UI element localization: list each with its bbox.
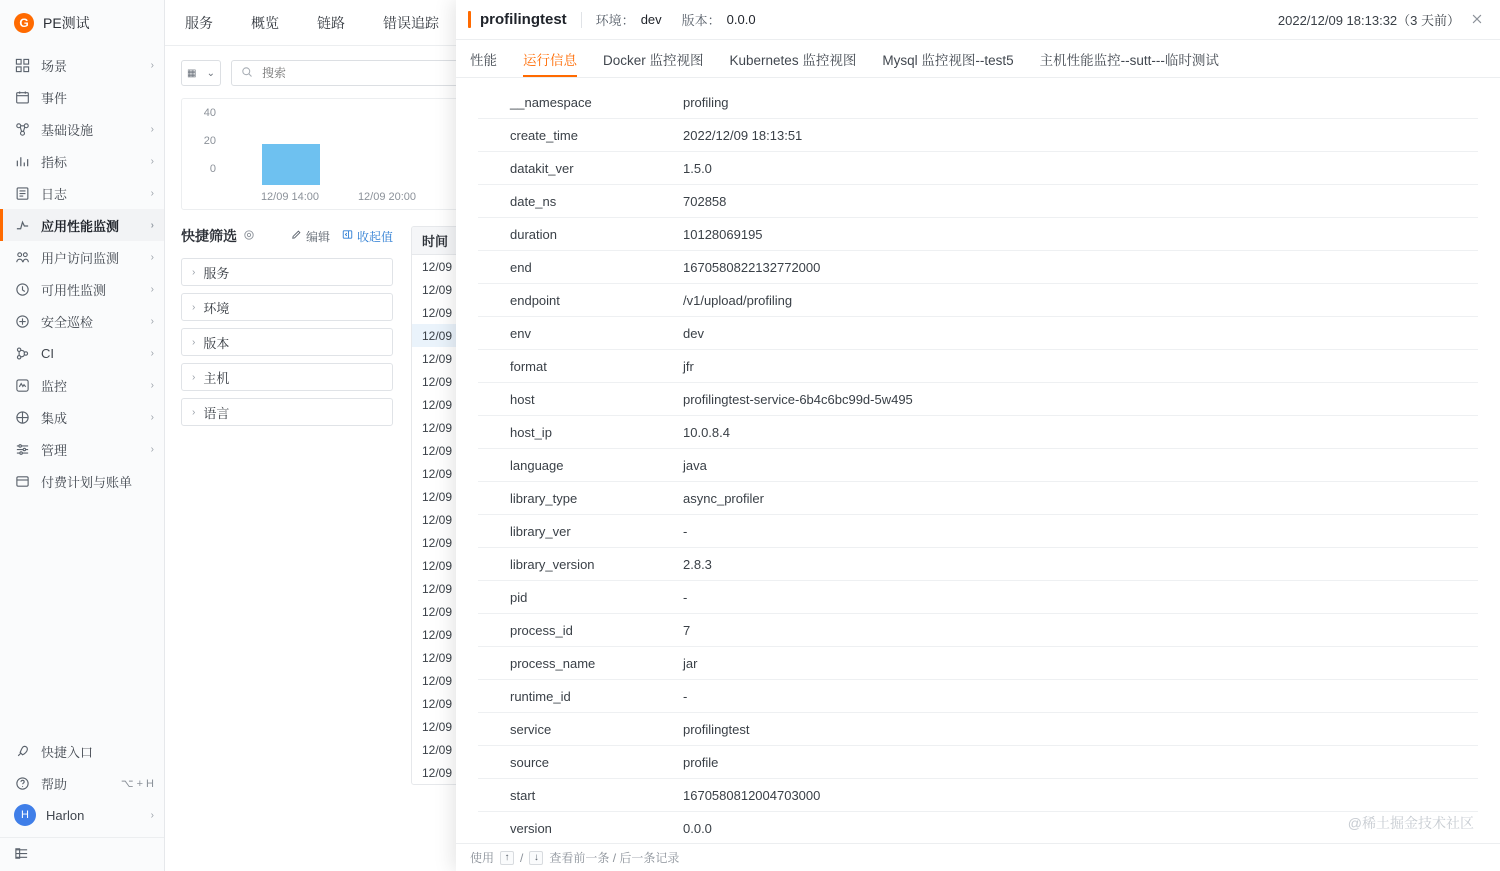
quick-filter-item-label: 环境 <box>203 300 230 316</box>
sidebar-item-billing[interactable] <box>0 465 164 497</box>
sidebar-item-events[interactable] <box>0 81 164 113</box>
gear-icon[interactable] <box>243 229 255 244</box>
detail-value: profiling <box>683 94 729 110</box>
quick-filter-item-env[interactable] <box>181 293 393 321</box>
sidebar-item-manage[interactable] <box>0 433 164 465</box>
grid-icon <box>14 57 31 74</box>
field-value: dev <box>640 12 662 27</box>
table-row[interactable]: 12/09 <box>422 351 453 366</box>
detail-key: service <box>510 721 552 737</box>
drawer-timestamp: 2022/12/09 18:13:32（3 天前） <box>1277 13 1460 28</box>
detail-key: end <box>510 259 532 275</box>
pencil-icon <box>291 229 302 243</box>
divider <box>581 12 582 28</box>
tab-runtime-info[interactable]: 运行信息 <box>523 40 577 77</box>
sidebar-item-label: 管理 <box>41 442 68 458</box>
log-icon <box>14 185 31 202</box>
tab-kubernetes-view[interactable]: Kubernetes 监控视图 <box>729 52 857 68</box>
detail-value: dev <box>683 325 704 341</box>
table-row[interactable]: 12/09 <box>422 742 453 757</box>
table-row[interactable]: 12/09 <box>422 558 453 573</box>
drawer-header <box>456 0 1500 40</box>
edit-label: 编辑 <box>305 229 330 244</box>
detail-key: language <box>510 457 564 473</box>
tab-mysql-view[interactable]: Mysql 监控视图--test5 <box>882 52 1014 68</box>
brand-name: PE测试 <box>43 15 90 31</box>
detail-value: 10.0.8.4 <box>683 424 730 440</box>
accent-bar <box>468 11 471 28</box>
detail-row <box>478 581 1478 614</box>
chevron-right-icon: › <box>150 251 154 263</box>
tab-traces[interactable]: 链路 <box>317 14 345 31</box>
detail-row <box>478 746 1478 779</box>
key-down-icon[interactable]: ↓ <box>529 851 543 865</box>
chevron-right-icon: › <box>150 411 154 423</box>
detail-row <box>478 86 1478 119</box>
chevron-down-icon: ⌄ <box>206 67 215 79</box>
table-row-selected[interactable]: 12/09 <box>412 324 465 347</box>
table-header-time: 时间 <box>412 227 465 255</box>
close-icon[interactable] <box>1470 12 1486 28</box>
quick-filter-item-language[interactable] <box>181 398 393 426</box>
quick-filter-panel <box>181 226 393 785</box>
detail-key: duration <box>510 226 557 242</box>
billing-icon <box>14 473 31 490</box>
tab-overview[interactable]: 概览 <box>251 14 279 31</box>
detail-row <box>478 350 1478 383</box>
brand[interactable] <box>0 0 164 46</box>
chevron-right-icon: › <box>150 379 154 391</box>
chevron-right-icon: › <box>192 336 196 348</box>
chevron-right-icon: › <box>150 315 154 327</box>
sidebar-item-shortcuts[interactable] <box>0 735 164 767</box>
calendar-icon <box>14 89 31 106</box>
detail-row <box>478 152 1478 185</box>
detail-row <box>478 812 1478 843</box>
detail-value: profilingtest <box>683 721 750 737</box>
table-row[interactable]: 12/09 <box>422 512 453 527</box>
collapse-label: 收起值 <box>356 229 393 244</box>
tab-error-tracking[interactable]: 错误追踪 <box>383 14 439 31</box>
detail-key: date_ns <box>510 193 557 209</box>
monitor-icon <box>14 377 31 394</box>
quick-filter-item-host[interactable] <box>181 363 393 391</box>
table-row[interactable]: 12/09 <box>422 765 453 780</box>
sidebar-item-label: 事件 <box>41 90 68 106</box>
manage-icon <box>14 441 31 458</box>
sidebar-item-label: 快捷入口 <box>41 744 94 760</box>
drawer-footer <box>456 843 1500 871</box>
table-row[interactable]: 12/09 <box>422 627 453 642</box>
detail-row <box>478 713 1478 746</box>
detail-key: process_id <box>510 622 573 638</box>
sidebar-item-label: 帮助 <box>41 776 68 792</box>
sidebar-item-rum[interactable] <box>0 241 164 273</box>
table-row[interactable]: 12/09 <box>422 420 453 435</box>
table-row[interactable]: 12/09 <box>422 535 453 550</box>
sidebar-nav <box>0 46 164 735</box>
detail-key: __namespace <box>510 94 592 110</box>
sidebar-item-label: 监控 <box>41 378 68 394</box>
detail-key: format <box>510 358 547 374</box>
drawer-body <box>456 78 1500 843</box>
table-row[interactable]: 12/09 <box>422 443 453 458</box>
detail-row <box>478 185 1478 218</box>
detail-key: library_ver <box>510 523 571 539</box>
sidebar-item-label: 用户访问监测 <box>41 250 120 266</box>
collapse-panel-icon <box>342 229 353 243</box>
detail-row <box>478 251 1478 284</box>
quick-filter-actions <box>291 228 393 245</box>
detail-value: 7 <box>683 622 691 638</box>
sidebar-item-scene[interactable] <box>0 49 164 81</box>
table-row[interactable]: 12/09 <box>422 259 453 274</box>
rocket-icon <box>14 743 31 760</box>
detail-value: java <box>683 457 707 473</box>
table-row[interactable]: 12/09 <box>422 719 453 734</box>
detail-value: - <box>683 523 688 539</box>
detail-key: start <box>510 787 536 803</box>
detail-value: jfr <box>683 358 694 374</box>
detail-key: process_name <box>510 655 596 671</box>
detail-row <box>478 548 1478 581</box>
quick-filter-item-label: 服务 <box>203 265 230 281</box>
sidebar-item-logs[interactable] <box>0 177 164 209</box>
detail-value: async_profiler <box>683 490 764 506</box>
sidebar-item-label: 场景 <box>41 58 68 74</box>
detail-value: /v1/upload/profiling <box>683 292 793 308</box>
detail-value: 1670580822132772000 <box>683 259 821 275</box>
footer-suffix: 查看前一条 / 后一条记录 <box>549 851 680 865</box>
user-name: Harlon <box>46 807 85 823</box>
sidebar-item-label: 日志 <box>41 186 68 202</box>
watermark: @稀土掘金技术社区 <box>1347 815 1474 831</box>
sidebar-item-availability[interactable] <box>0 273 164 305</box>
detail-key: env <box>510 325 531 341</box>
chevron-right-icon: › <box>150 347 154 359</box>
detail-key: source <box>510 754 550 770</box>
drawer-field-version <box>682 10 756 29</box>
tab-docker-view[interactable]: Docker 监控视图 <box>603 52 704 68</box>
table-row[interactable]: 12/09 <box>422 673 453 688</box>
view-selector-icon: ▦ <box>187 67 197 79</box>
detail-row <box>478 449 1478 482</box>
help-hotkey: ⌥ + H <box>120 777 154 790</box>
detail-key: pid <box>510 589 528 605</box>
detail-key: library_version <box>510 556 595 572</box>
table-row[interactable]: 12/09 <box>422 374 453 389</box>
chevron-right-icon: › <box>150 443 154 455</box>
detail-row <box>478 515 1478 548</box>
availability-icon <box>14 281 31 298</box>
edit-button[interactable] <box>291 228 330 245</box>
search-icon <box>241 66 253 81</box>
table-row[interactable]: 12/09 <box>422 650 453 665</box>
chevron-right-icon: › <box>150 59 154 71</box>
detail-value: 0.0.0 <box>683 820 712 836</box>
ci-icon <box>14 345 31 362</box>
y-tick: 0 <box>209 163 216 175</box>
chevron-right-icon: › <box>150 187 154 199</box>
quick-filter-item-service[interactable] <box>181 258 393 286</box>
rum-icon <box>14 249 31 266</box>
x-tick: 12/09 14:00 <box>260 191 320 203</box>
detail-drawer <box>456 0 1500 871</box>
detail-row <box>478 284 1478 317</box>
detail-value: - <box>683 688 688 704</box>
table-row[interactable]: 12/09 <box>422 282 453 297</box>
detail-row <box>478 647 1478 680</box>
sidebar-item-monitor[interactable] <box>0 369 164 401</box>
chevron-right-icon: › <box>192 406 196 418</box>
tab-performance[interactable]: 性能 <box>470 52 497 68</box>
chevron-right-icon: › <box>150 283 154 295</box>
chevron-right-icon: › <box>192 266 196 278</box>
y-tick: 20 <box>203 135 216 147</box>
detail-key: version <box>510 820 552 836</box>
sidebar-item-user[interactable] <box>0 799 164 831</box>
field-key: 版本： <box>681 13 721 28</box>
detail-value: 1670580812004703000 <box>683 787 821 803</box>
sidebar-item-metrics[interactable] <box>0 145 164 177</box>
detail-value: 1.5.0 <box>683 160 712 176</box>
drawer-title: profilingtest <box>480 11 567 28</box>
infra-icon <box>14 121 31 138</box>
integration-icon <box>14 409 31 426</box>
sidebar-item-label: CI <box>41 345 54 361</box>
sidebar-item-label: 应用性能监测 <box>41 218 120 234</box>
detail-value: 702858 <box>683 193 727 209</box>
sidebar-item-label: 指标 <box>41 154 68 170</box>
chevron-right-icon: › <box>150 123 154 135</box>
view-selector[interactable] <box>181 60 221 86</box>
sidebar-item-label: 付费计划与账单 <box>41 474 133 490</box>
drawer-field-env <box>596 10 662 29</box>
sidebar-item-apm[interactable] <box>0 209 164 241</box>
quick-filter-item-label: 版本 <box>203 335 230 351</box>
table-row[interactable]: 12/09 <box>422 305 453 320</box>
detail-row <box>478 614 1478 647</box>
sidebar-item-label: 安全巡检 <box>41 314 94 330</box>
footer-prefix: 使用 <box>470 851 495 865</box>
tab-services[interactable]: 服务 <box>185 14 213 31</box>
detail-value: 2022/12/09 18:13:51 <box>683 127 803 143</box>
detail-value: 2.8.3 <box>683 556 712 572</box>
detail-key: runtime_id <box>510 688 571 704</box>
sidebar-collapse-button[interactable] <box>0 837 164 871</box>
detail-row <box>478 317 1478 350</box>
chevron-right-icon: › <box>150 155 154 167</box>
detail-row <box>478 779 1478 812</box>
chevron-right-icon: › <box>192 301 196 313</box>
detail-key: host_ip <box>510 424 552 440</box>
collapse-values-button[interactable] <box>342 228 393 245</box>
apm-icon <box>14 217 31 234</box>
sidebar-item-ci[interactable] <box>0 337 164 369</box>
table-row[interactable]: 12/09 <box>422 604 453 619</box>
sidebar-item-label: 集成 <box>41 410 68 426</box>
drawer-tabs <box>456 40 1500 78</box>
tab-host-performance-view[interactable]: 主机性能监控--sutt---临时测试 <box>1039 52 1219 68</box>
brand-logo-icon: G <box>14 13 34 33</box>
detail-row <box>478 119 1478 152</box>
detail-row <box>478 416 1478 449</box>
quick-filter-item-version[interactable] <box>181 328 393 356</box>
sidebar-item-help[interactable] <box>0 767 164 799</box>
chart-bar[interactable] <box>262 144 320 185</box>
collapse-icon <box>14 846 29 864</box>
detail-value: profile <box>683 754 719 770</box>
chart-y-axis <box>192 107 216 183</box>
chart-icon <box>14 153 31 170</box>
sidebar <box>0 0 165 871</box>
chevron-right-icon: › <box>150 809 154 821</box>
key-up-icon[interactable]: ↑ <box>500 851 514 865</box>
detail-row <box>478 383 1478 416</box>
y-tick: 40 <box>203 107 216 119</box>
avatar: H <box>14 804 36 826</box>
detail-key: endpoint <box>510 292 560 308</box>
sidebar-bottom <box>0 735 164 837</box>
table-row[interactable]: 12/09 <box>422 466 453 481</box>
table-row[interactable]: 12/09 <box>422 397 453 412</box>
table-row[interactable]: 12/09 <box>422 581 453 596</box>
detail-value: profilingtest-service-6b4c6bc99d-5w495 <box>683 391 913 407</box>
security-icon <box>14 313 31 330</box>
table-row[interactable]: 12/09 <box>422 489 453 504</box>
sidebar-item-label: 可用性监测 <box>41 282 107 298</box>
detail-row <box>478 218 1478 251</box>
detail-key: datakit_ver <box>510 160 574 176</box>
detail-value: 10128069195 <box>683 226 763 242</box>
quick-filter-item-label: 主机 <box>203 370 230 386</box>
sidebar-item-security[interactable] <box>0 305 164 337</box>
detail-key: host <box>510 391 535 407</box>
detail-value: - <box>683 589 688 605</box>
table-row[interactable]: 12/09 <box>422 696 453 711</box>
detail-key: library_type <box>510 490 578 506</box>
quick-filter-item-label: 语言 <box>203 405 230 421</box>
footer-slash: / <box>520 850 524 865</box>
quick-filter-title: 快捷筛选 <box>181 228 237 244</box>
sidebar-item-infrastructure[interactable] <box>0 113 164 145</box>
detail-key: create_time <box>510 127 578 143</box>
help-icon <box>14 775 31 792</box>
sidebar-item-label: 基础设施 <box>41 122 94 138</box>
quick-filter-header <box>181 226 393 246</box>
chevron-right-icon: › <box>192 371 196 383</box>
detail-row <box>478 680 1478 713</box>
x-tick: 12/09 20:00 <box>357 191 417 203</box>
field-key: 环境： <box>595 13 635 28</box>
field-value: 0.0.0 <box>726 12 756 27</box>
sidebar-item-integration[interactable] <box>0 401 164 433</box>
detail-row <box>478 482 1478 515</box>
chevron-right-icon: › <box>150 219 154 231</box>
detail-value: jar <box>683 655 698 671</box>
